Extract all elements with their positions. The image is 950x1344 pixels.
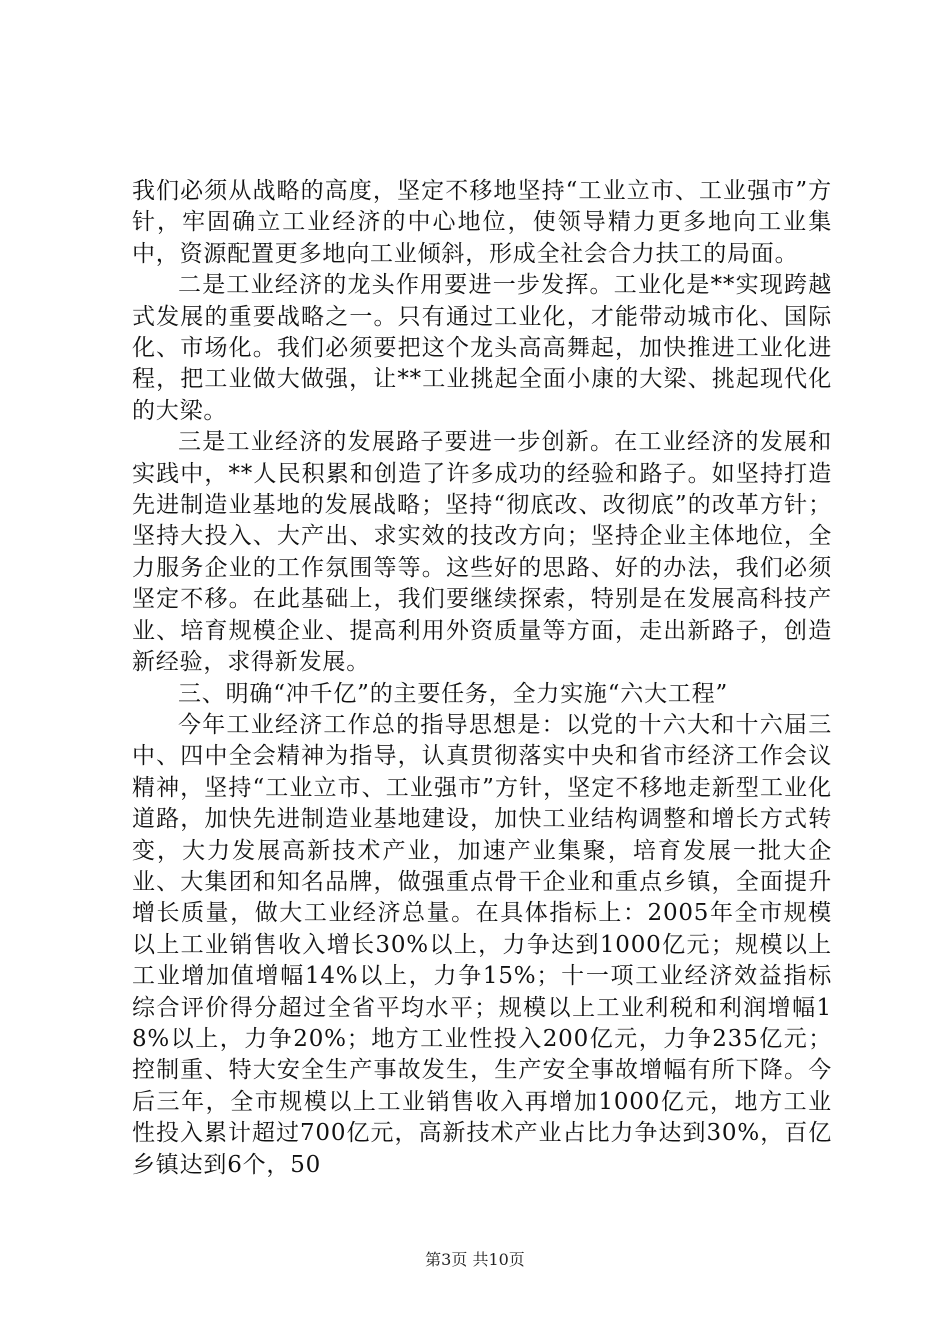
paragraph-1: 我们必须从战略的高度，坚定不移地坚持“工业立市、工业强市”方针，牢固确立工业经济的中心地位，使领导精力更多地向工业集中，资源配置更多地向工业倾斜，形成全社会合力扶工的局面。 — [132, 178, 832, 267]
page-number-footer: 第3页 共10页 — [425, 1250, 525, 1269]
document-body — [132, 176, 832, 1181]
paragraph-4: 今年工业经济工作总的指导思想是：以党的十六大和十六届三中、四中全会精神为指导，认真贯彻落实中央和省市经济工作会议精神，坚持“工业立市、工业强市”方针，坚定不移地走新型工业化道路，加快先进制造业基地建设，加快工业结构调整和增长方式转变，大力发展高新技术产业，加速产业集聚，培育发展一批大企业、大集团和知名品牌，做强重点骨干企业和重点乡镇，全面提升增长质量，做大工业经济总量。在具体指标上：2005年全市规模以上工业销售收入增长30%以上，力争达到1000亿元；规模以上工业增加值增幅14%以上，力争15%；十一项工业经济效益指标综合评价得分超过全省平均水平；规模以上工业利税和利润增幅18%以上，力争20%；地方工业性投入200亿元，力争235亿元；控制重、特大安全生产事故发生，生产安全事故增幅有所下降。今后三年，全市规模以上工业销售收入再增加1000亿元，地方工业性投入累计超过700亿元，高新技术产业占比力争达到30%，百亿乡镇达到6个，50 — [132, 711, 832, 1178]
paragraph-3: 三是工业经济的发展路子要进一步创新。在工业经济的发展和实践中，**人民积累和创造了许多成功的经验和路子。如坚持打造先进制造业基地的发展战略；坚持“彻底改、改彻底”的改革方针；坚持大投入、大产出、求实效的技改方向；坚持企业主体地位，全力服务企业的工作氛围等等。这些好的思路、好的办法，我们必须坚定不移。在此基础上，我们要继续探索，特别是在发展高科技产业、培育规模企业、提高利用外资质量等方面，走出新路子，创造新经验，求得新发展。 — [132, 429, 832, 676]
paragraph-2: 二是工业经济的龙头作用要进一步发挥。工业化是**实现跨越式发展的重要战略之一。只有通过工业化，才能带动城市化、国际化、市场化。我们必须要把这个龙头高高舞起，加快推进工业化进程，把工业做大做强，让**工业挑起全面小康的大梁、挑起现代化的大梁。 — [132, 272, 832, 424]
section-heading: 三、明确“冲千亿”的主要任务，全力实施“六大工程” — [178, 680, 729, 707]
